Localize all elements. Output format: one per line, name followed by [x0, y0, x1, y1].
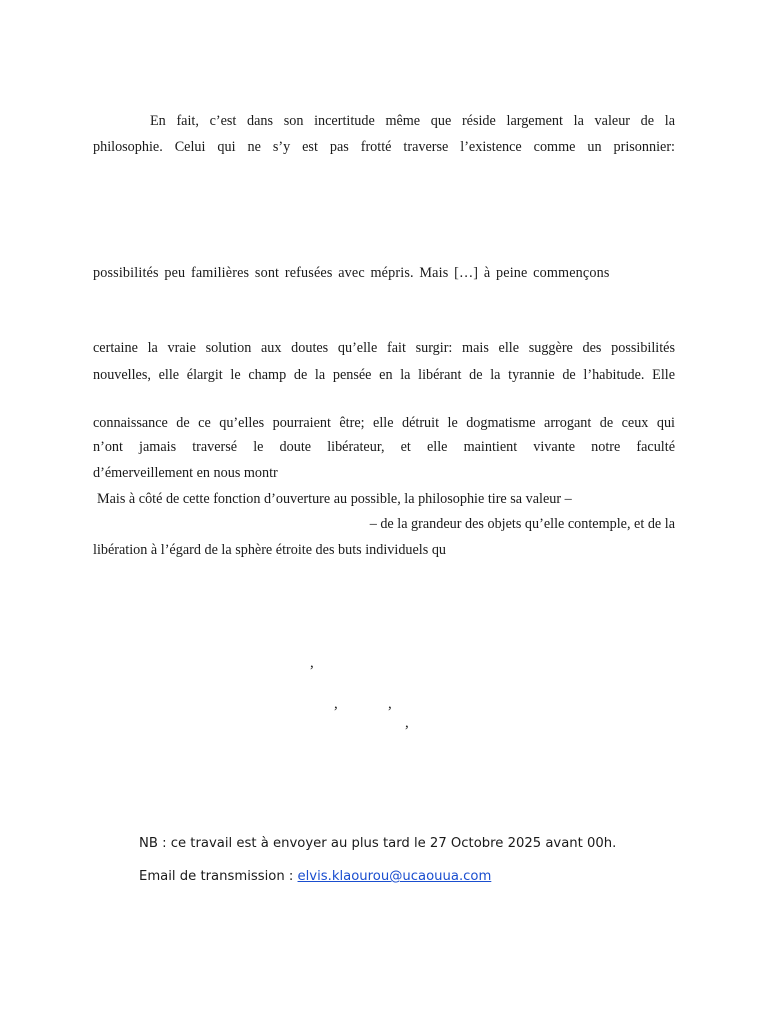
paragraph-line: – de la grandeur des objets qu’elle contemple, et de la: [369, 516, 675, 532]
paragraph-line: libération à l’égard de la sphère étroite des buts individuels qu: [93, 542, 447, 558]
paragraph-line: n’ont jamais traversé le doute libérateur, et elle maintient vivante notre faculté: [93, 439, 675, 455]
paragraph-line: En fait, c’est dans son incertitude même que réside largement la valeur de la: [150, 113, 675, 129]
email-line: [139, 868, 491, 886]
paragraph-line: connaissance de ce qu’elles pourraient être; elle détruit le dogmatisme arrogant de ceux qui: [93, 415, 675, 431]
deadline-note: NB : ce travail est à envoyer au plus tard le 27 Octobre 2025 avant 00h.: [139, 836, 617, 851]
paragraph-line: Mais à côté de cette fonction d’ouverture au possible, la philosophie tire sa valeur –: [97, 491, 572, 507]
paragraph-line: philosophie. Celui qui ne s’y est pas frotté traverse l’existence comme un prisonnier:: [93, 139, 675, 155]
stray-comma: ,: [310, 655, 314, 671]
stray-comma: ,: [388, 696, 392, 712]
paragraph-line: certaine la vraie solution aux doutes qu’elle fait surgir: mais elle suggère des possibilités: [93, 340, 675, 356]
paragraph-line: nouvelles, elle élargit le champ de la pensée en la libérant de la tyrannie de l’habitude. Elle: [93, 367, 675, 383]
email-label: Email de transmission :: [139, 869, 298, 884]
email-link[interactable]: elvis.klaourou@ucaouua.com: [297, 869, 492, 884]
stray-comma: ,: [334, 696, 338, 712]
stray-comma: ,: [405, 715, 409, 731]
paragraph-line: possibilités peu familières sont refusées avec mépris. Mais […] à peine commençons: [93, 265, 610, 281]
paragraph-line: d’émerveillement en nous montr: [93, 465, 278, 481]
